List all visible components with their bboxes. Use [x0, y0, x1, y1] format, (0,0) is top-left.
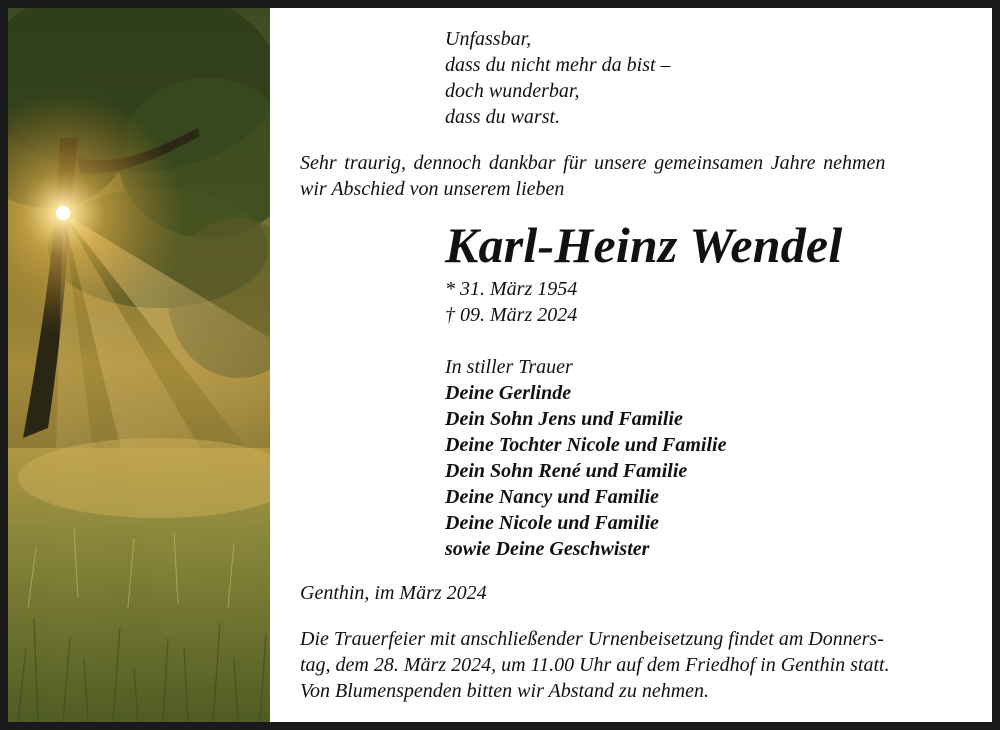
birth-date: * 31. März 1954	[445, 278, 578, 300]
obituary-text	[270, 8, 992, 722]
death-date: † 09. März 2024	[445, 304, 578, 326]
notice-line: Die Trauerfeier mit anschließender Urnenbeisetzung findet am Donners-	[300, 628, 884, 650]
poem-line: Unfassbar,	[445, 28, 532, 50]
deceased-name: Karl-Heinz Wendel	[445, 217, 843, 273]
mourner-name: sowie Deine Geschwister	[445, 538, 650, 560]
notice-line: tag, dem 28. März 2024, um 11.00 Uhr auf dem Friedhof in Genthin statt.	[300, 654, 890, 676]
place-date: Genthin, im März 2024	[300, 582, 487, 604]
poem-line: doch wunderbar,	[445, 80, 580, 102]
sunlit-forest-photo	[8, 8, 270, 722]
mourner-name: Deine Tochter Nicole und Familie	[445, 434, 727, 456]
mourner-name: Deine Nicole und Familie	[445, 512, 659, 534]
poem-line: dass du nicht mehr da bist –	[445, 54, 671, 76]
mourner-name: Dein Sohn Jens und Familie	[445, 408, 683, 430]
mourner-name: Dein Sohn René und Familie	[445, 460, 688, 482]
obituary-card	[8, 8, 992, 722]
poem-line: dass du warst.	[445, 106, 561, 128]
intro-line: Sehr traurig, dennoch dankbar für unsere gemeinsamen Jahre nehmen	[300, 152, 886, 174]
mourning-heading: In stiller Trauer	[445, 356, 573, 378]
mourner-name: Deine Nancy und Familie	[445, 486, 659, 508]
notice-line: Von Blumenspenden bitten wir Abstand zu nehmen.	[300, 680, 710, 702]
intro-line: wir Abschied von unserem lieben	[300, 178, 565, 200]
mourner-name: Deine Gerlinde	[445, 382, 572, 404]
